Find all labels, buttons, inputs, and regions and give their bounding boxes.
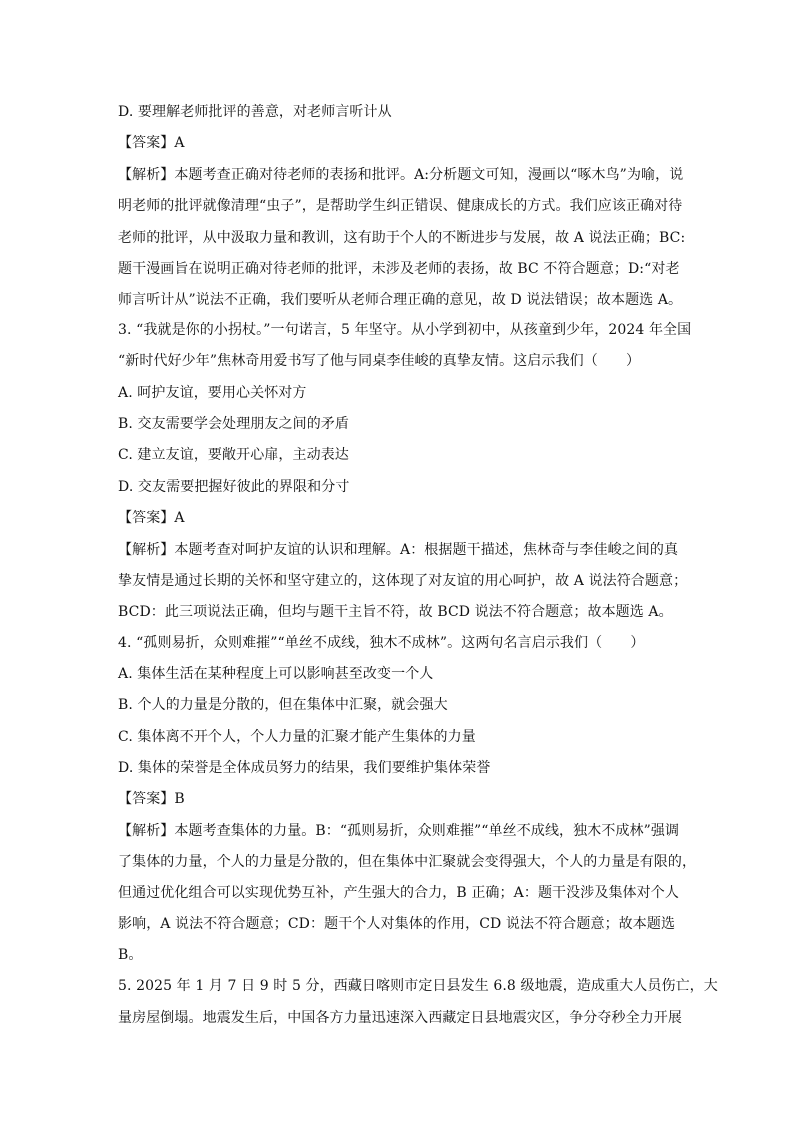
- option-d-q3: D. 交友需要把握好彼此的界限和分寸: [118, 479, 350, 495]
- analysis-q4-line: 【解析】本题考查集体的力量。B：“孤则易折，众则难摧”“单丝不成线，独木不成林”强调: [118, 823, 680, 839]
- question-3-stem: 3. “我就是你的小拐杖。”一句诺言，5 年坚守。从小学到初中，从孩童到少年，2024 年全国: [118, 322, 692, 338]
- answer-q3: 【答案】A: [118, 510, 185, 526]
- option-a-q3: A. 呵护友谊，要用心关怀对方: [118, 385, 307, 401]
- analysis-q3-line: BCD：此三项说法正确，但均与题干主旨不符，故 BCD 说法不符合题意；故本题选 A。: [118, 604, 673, 620]
- question-5-stem: 5. 2025 年 1 月 7 日 9 时 5 分，西藏日喀则市定日县发生 6.8 级地震，造成重大人员伤亡，大: [118, 978, 718, 994]
- option-b-q3: B. 交友需要学会处理朋友之间的矛盾: [118, 416, 349, 432]
- option-c-q3: C. 建立友谊，要敞开心扉，主动表达: [118, 447, 349, 463]
- option-d-q2: D. 要理解老师批评的善意，对老师言听计从: [118, 104, 392, 120]
- answer-q4: 【答案】B: [118, 791, 185, 807]
- analysis-q4-line: 影响，A 说法不符合题意；CD：题干个人对集体的作用，CD 说法不符合题意；故本题选: [118, 916, 676, 932]
- analysis-q2-line: 老师的批评，从中汲取力量和教训，这有助于个人的不断进步与发展，故 A 说法正确；BC:: [118, 230, 686, 246]
- question-3-stem: “新时代好少年”焦林奇用爱书写了他与同桌李佳峻的真挚友情。这启示我们（ ）: [118, 353, 641, 369]
- analysis-q4-line: 了集体的力量，个人的力量是分散的，但在集体中汇聚就会变得强大，个人的力量是有限的，: [118, 854, 697, 870]
- option-c-q4: C. 集体离不开个人，个人力量的汇聚才能产生集体的力量: [118, 729, 476, 745]
- question-4-stem: 4. “孤则易折，众则难摧”“单丝不成线，独木不成林”。这两句名言启示我们（ ）: [118, 635, 645, 651]
- analysis-q2-line: 师言听计从”说法不正确，我们要听从老师合理正确的意见，故 D 说法错误；故本题选 A。: [118, 292, 683, 308]
- question-5-stem: 量房屋倒塌。地震发生后，中国各方力量迅速深入西藏定日县地震灾区，争分夺秒全力开展: [118, 1010, 682, 1026]
- option-b-q4: B. 个人的力量是分散的，但在集体中汇聚，就会强大: [118, 697, 448, 713]
- analysis-q4-line: 但通过优化组合可以实现优势互补，产生强大的合力，B 正确；A：题干没涉及集体对个人: [118, 885, 679, 901]
- analysis-q2-line: 明老师的批评就像清理“虫子”，是帮助学生纠正错误、健康成长的方式。我们应该正确对待: [118, 198, 683, 214]
- analysis-q3-line: 【解析】本题考查对呵护友谊的认识和理解。A：根据题干描述，焦林奇与李佳峻之间的真: [118, 542, 679, 558]
- option-a-q4: A. 集体生活在某种程度上可以影响甚至改变一个人: [118, 666, 434, 682]
- analysis-q2-line: 题干漫画旨在说明正确对待老师的批评，未涉及老师的表扬，故 BC 不符合题意；D:“对老: [118, 261, 680, 277]
- option-d-q4: D. 集体的荣誉是全体成员努力的结果，我们要维护集体荣誉: [118, 760, 491, 776]
- answer-q2: 【答案】A: [118, 135, 185, 151]
- analysis-q4-line: B。: [118, 947, 143, 963]
- analysis-q3-line: 挚友情是通过长期的关怀和坚守建立的，这体现了对友谊的用心呵护，故 A 说法符合题意；: [118, 573, 688, 589]
- analysis-q2-line: 【解析】本题考查正确对待老师的表扬和批评。A:分析题文可知，漫画以“啄木鸟”为喻，说: [118, 167, 684, 183]
